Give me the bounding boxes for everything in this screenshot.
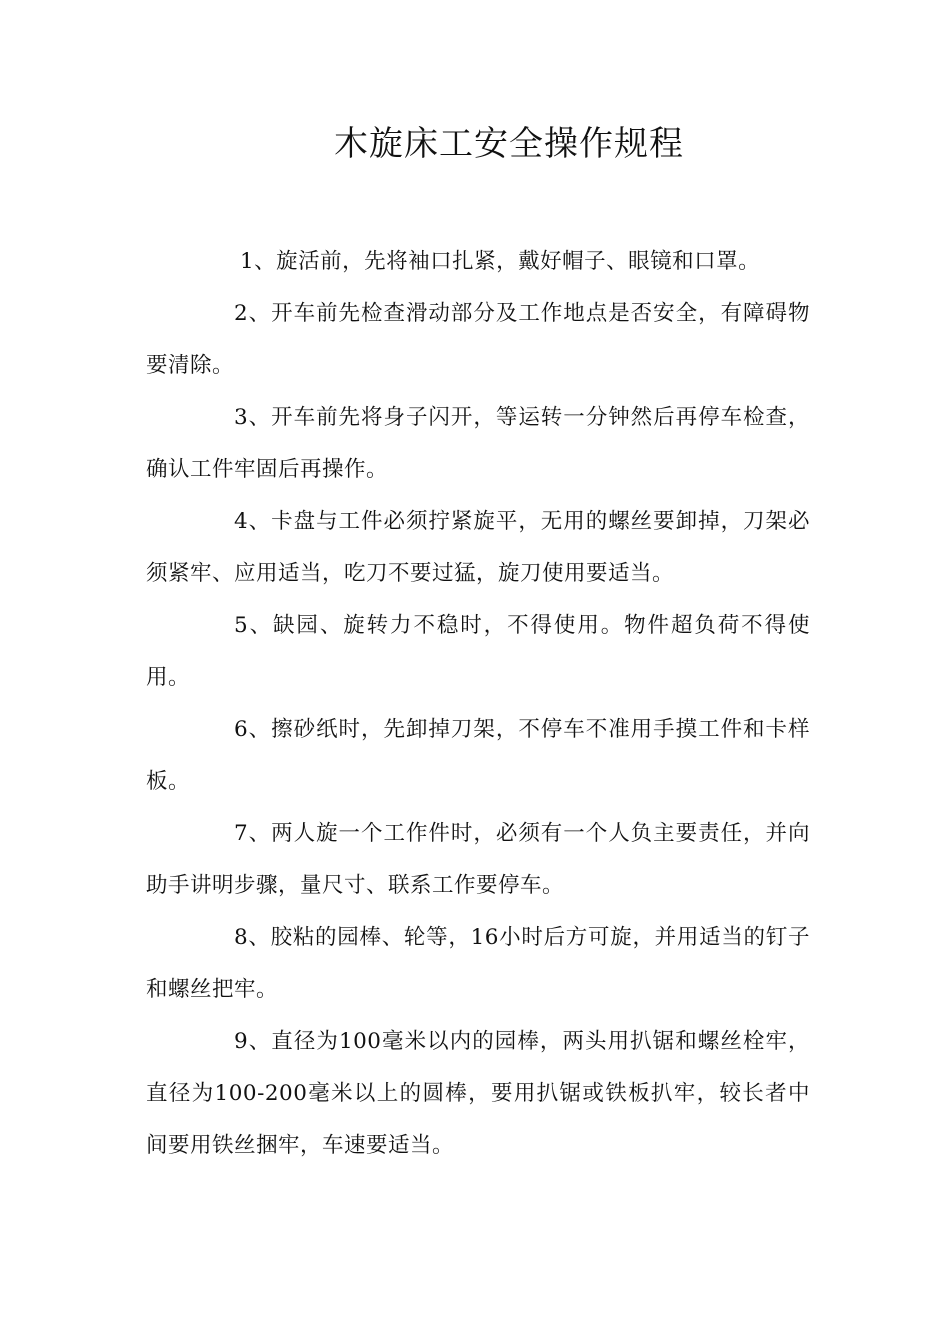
rule-item-7: 7、两人旋一个工作件时，必须有一个人负主要责任，并向助手讲明步骤，量尺寸、联系工作要停车。 — [146, 821, 810, 898]
document-title: 木旋床工安全操作规程 — [334, 124, 684, 164]
rule-item-5: 5、缺园、旋转力不稳时，不得使用。物件超负荷不得使用。 — [146, 613, 810, 690]
rule-item-3: 3、开车前先将身子闪开，等运转一分钟然后再停车检查，确认工件牢固后再操作。 — [146, 405, 810, 482]
rule-item-9: 9、直径为100毫米以内的园棒，两头用扒锯和螺丝栓牢，直径为100-200毫米以上的圆棒，要用扒锯或铁板扒牢，较长者中间要用铁丝捆牢，车速要适当。 — [146, 1029, 810, 1158]
rule-item-8: 8、胶粘的园棒、轮等，16小时后方可旋，并用适当的钉子和螺丝把牢。 — [146, 925, 810, 1002]
rule-item-2: 2、开车前先检查滑动部分及工作地点是否安全，有障碍物要清除。 — [146, 301, 810, 378]
rule-item-1: 1、旋活前，先将袖口扎紧，戴好帽子、眼镜和口罩。 — [240, 249, 761, 274]
rule-item-4: 4、卡盘与工件必须拧紧旋平，无用的螺丝要卸掉，刀架必须紧牢、应用适当，吃刀不要过猛，旋刀使用要适当。 — [146, 509, 810, 586]
document-body — [146, 236, 810, 1172]
rule-item-6: 6、擦砂纸时，先卸掉刀架，不停车不准用手摸工件和卡样板。 — [146, 717, 810, 794]
